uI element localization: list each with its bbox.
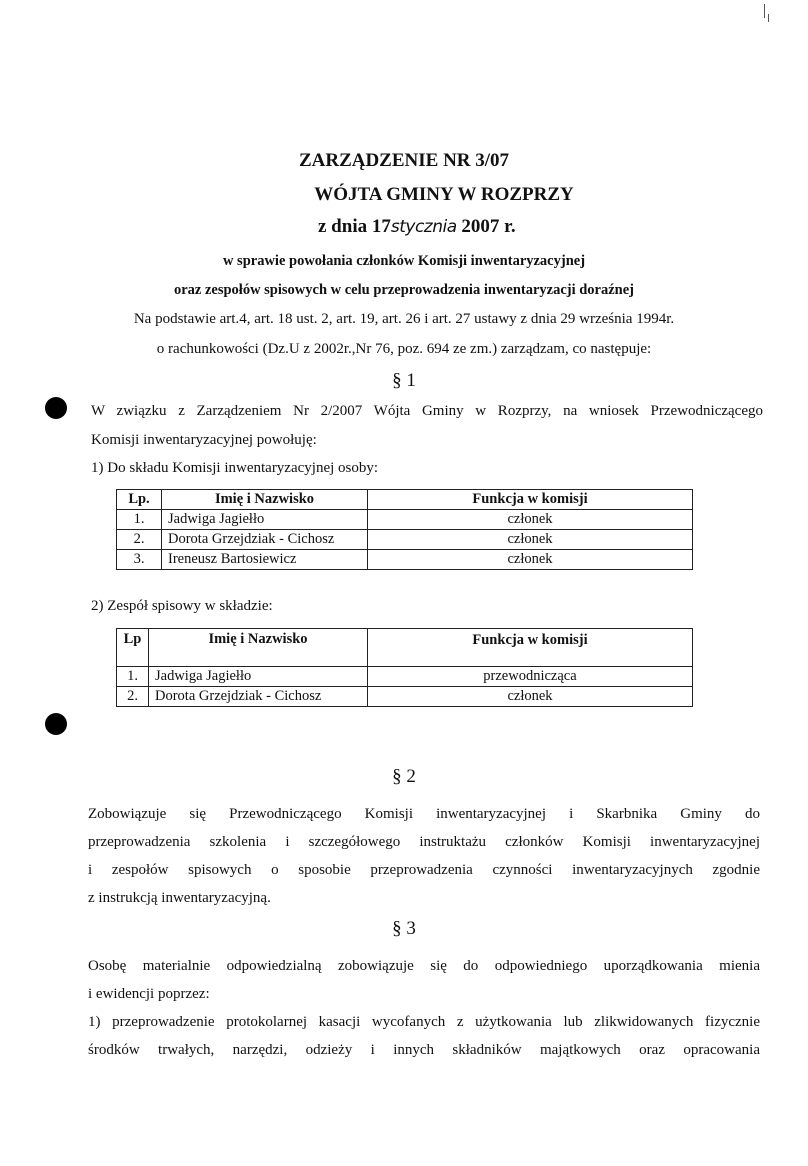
table-row — [117, 550, 693, 570]
date-prefix: z dnia — [318, 216, 368, 237]
member-name: Jadwiga Jagiełło — [162, 510, 368, 530]
scan-mark — [768, 14, 769, 22]
table-row — [117, 667, 693, 687]
member-name: Dorota Grzejdziak - Cichosz — [162, 530, 368, 550]
table-row — [117, 530, 693, 550]
section-3-line: Osobę materialnie odpowiedzialną zobowiązuje się do odpowiedniego uporządkowania mienia — [88, 958, 760, 974]
column-header-lp: Lp — [117, 629, 149, 667]
member-name: Ireneusz Bartosiewicz — [162, 550, 368, 570]
inventory-team-table — [116, 628, 693, 707]
section-2-line: Zobowiązuje się Przewodniczącego Komisji inwentaryzacyjnej i Skarbnika Gminy do — [88, 806, 760, 822]
section-2-line: z instrukcją inwentaryzacyjną. — [88, 890, 271, 906]
row-number: 1. — [117, 510, 162, 530]
section-3-heading: § 3 — [392, 918, 416, 939]
punch-hole-top — [45, 397, 67, 419]
table-header-row — [117, 629, 693, 667]
legal-basis-line-2: o rachunkowości (Dz.U z 2002r.,Nr 76, poz. 694 ze zm.) zarządzam, co następuje: — [156, 341, 652, 357]
inventory-team-label: 2) Zespół spisowy w składzie: — [91, 598, 273, 614]
section-2-line: i zespołów spisowych o sposobie przeprowadzenia czynności inwentaryzacyjnych zgodnie — [88, 862, 760, 878]
commission-table — [116, 489, 693, 570]
subject-line-1: w sprawie powołania członków Komisji inwentaryzacyjnej — [222, 253, 586, 269]
member-function: członek — [368, 530, 693, 550]
member-name: Dorota Grzejdziak - Cichosz — [149, 687, 368, 707]
section-2-paragraph — [88, 800, 760, 912]
column-header-function: Funkcja w komisji — [368, 490, 693, 510]
row-number: 2. — [117, 687, 149, 707]
table-header-row — [117, 490, 693, 510]
row-number: 3. — [117, 550, 162, 570]
section-3-paragraph — [88, 952, 760, 1064]
member-function: przewodnicząca — [368, 667, 693, 687]
punch-hole-bottom — [45, 713, 67, 735]
section-3-line: i ewidencji poprzez: — [88, 986, 210, 1002]
document-title: ZARZĄDZENIE NR 3/07 — [298, 150, 510, 171]
document-issuer: WÓJTA GMINY W ROZPRZY — [314, 184, 574, 205]
document-date — [318, 216, 516, 238]
section-2-line: przeprowadzenia szkolenia i szczegółowego instruktażu członków Komisji inwentaryzacyjnej — [88, 834, 760, 850]
table-row — [117, 510, 693, 530]
date-year: 2007 r. — [461, 216, 516, 237]
member-name: Jadwiga Jagiełło — [149, 667, 368, 687]
table-row — [117, 687, 693, 707]
column-header-lp: Lp. — [117, 490, 162, 510]
subject-line-2: oraz zespołów spisowych w celu przeprowadzenia inwentaryzacji doraźnej — [173, 282, 635, 298]
date-day: 17 — [371, 216, 391, 237]
scan-mark — [764, 4, 765, 18]
member-function: członek — [368, 550, 693, 570]
member-function: członek — [368, 687, 693, 707]
column-header-name: Imię i Nazwisko — [162, 490, 368, 510]
section-1-para-line-2: Komisji inwentaryzacyjnej powołuję: — [91, 432, 317, 448]
column-header-function: Funkcja w komisji — [368, 629, 693, 667]
section-3-line: 1) przeprowadzenie protokolarnej kasacji wycofanych z użytkowania lub zlikwidowanych fizycznie — [88, 1014, 760, 1030]
section-1-para-line-1: W związku z Zarządzeniem Nr 2/2007 Wójta Gminy w Rozprzy, na wniosek Przewodniczącego — [91, 403, 763, 419]
row-number: 1. — [117, 667, 149, 687]
member-function: członek — [368, 510, 693, 530]
section-3-line: środków trwałych, narzędzi, odzieży i innych składników majątkowych oraz opracowania — [88, 1042, 760, 1058]
row-number: 2. — [117, 530, 162, 550]
section-2-heading: § 2 — [392, 766, 416, 787]
column-header-name: Imię i Nazwisko — [149, 629, 368, 667]
legal-basis-line-1: Na podstawie art.4, art. 18 ust. 2, art. 19, art. 26 i art. 27 ustawy z dnia 29 września 1994r. — [133, 311, 675, 327]
section-1-heading: § 1 — [392, 370, 416, 391]
commission-list-label: 1) Do składu Komisji inwentaryzacyjnej osoby: — [91, 460, 379, 476]
date-month-handwritten: stycznia — [390, 217, 457, 237]
